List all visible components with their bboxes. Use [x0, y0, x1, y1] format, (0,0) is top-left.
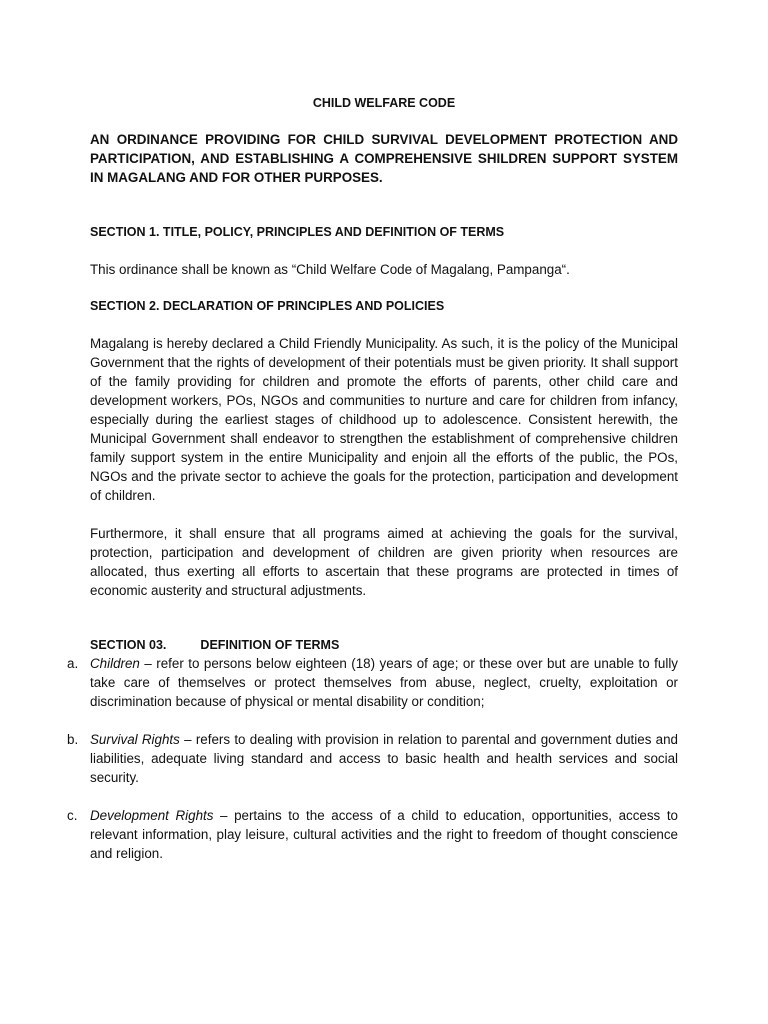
- list-marker: a.: [67, 656, 79, 671]
- section-2-paragraph-1: Magalang is hereby declared a Child Friendly Municipality. As such, it is the policy of the Municipal Government that the rights of development of their potentials must be given priority. It shall support of the family providing for children and promote the efforts of parents, other child care and development workers, POs, NGOs and communities to nurture and care for children from infancy, especially during the earliest stages of childhood up to adolescence. Consistent herewith, the Municipal Government shall endeavor to strengthen the establishment of comprehensive children family support system in the entire Municipality and enjoin all the efforts of the public, the POs, NGOs and the private sector to achieve the goals for the protection, participation and development of children.: [90, 336, 678, 503]
- document-title: CHILD WELFARE CODE: [312, 96, 456, 110]
- list-marker: c.: [67, 808, 78, 823]
- definition-item-survival-rights: [67, 730, 679, 787]
- definition-term: Survival Rights: [90, 732, 180, 747]
- definition-text: – pertains to the access of a child to education, opportunities, access to relevant information, play leisure, cultural activities and the right to freedom of thought conscience and religion.: [90, 808, 679, 861]
- section-2-heading: SECTION 2. DECLARATION OF PRINCIPLES AND POLICIES: [90, 299, 445, 313]
- section-1-heading: SECTION 1. TITLE, POLICY, PRINCIPLES AND DEFINITION OF TERMS: [90, 225, 505, 239]
- definition-text: – refers to dealing with provision in relation to parental and government duties and liabilities, adequate living standard and access to basic health and health services and social security.: [90, 732, 679, 785]
- definition-term: Children: [90, 656, 140, 671]
- section-3-number: SECTION 03.: [90, 638, 167, 652]
- section-3-heading: [90, 636, 678, 654]
- section-1-text: This ordinance shall be known as “Child Welfare Code of Magalang, Pampanga“.: [90, 262, 570, 277]
- definitions-list: [67, 654, 679, 863]
- ordinance-preamble: AN ORDINANCE PROVIDING FOR CHILD SURVIVAL DEVELOPMENT PROTECTION AND PARTICIPATION, AND ESTABLISHING A COMPREHENSIVE SHILDREN SUPPORT SYSTEM IN MAGALANG AND FOR OTHER PURPOSES.: [90, 132, 678, 185]
- definition-item-development-rights: [67, 806, 679, 863]
- definition-item-children: [67, 654, 678, 711]
- list-marker: b.: [67, 732, 79, 747]
- section-2-paragraph-2: Furthermore, it shall ensure that all programs aimed at achieving the goals for the survival, protection, participation and development of children are given priority when resources are allocated, thus exerting all efforts to ascertain that these programs are protected in times of economic austerity and structural adjustments.: [90, 526, 678, 598]
- definition-term: Development Rights: [90, 808, 214, 823]
- section-3-title: DEFINITION OF TERMS: [200, 638, 340, 652]
- definition-text: – refer to persons below eighteen (18) years of age; or these over but are unable to fully take care of themselves or protect themselves from abuse, neglect, cruelty, exploitation or discrimination because of physical or mental disability or condition;: [90, 656, 678, 709]
